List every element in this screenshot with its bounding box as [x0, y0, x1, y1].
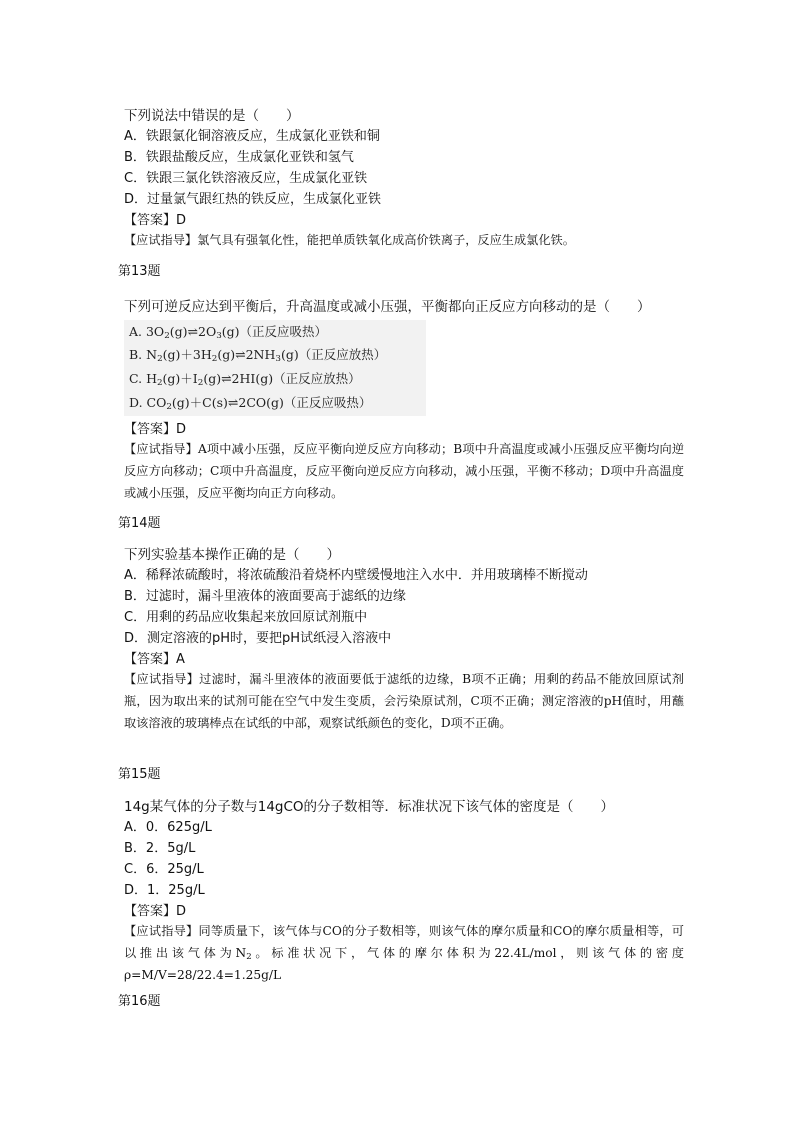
q15-option-c: C．6．25g/L: [124, 862, 204, 877]
q13-option-b: B. $N_2(g)+3H_2(g)\rightleftharpoons 2NH_3(g)$（正反应放热）: [129, 347, 387, 364]
q14-heading: 第14题: [118, 516, 161, 531]
q12-option-a: A．铁跟氯化铜溶液反应，生成氯化亚铁和铜: [124, 129, 380, 144]
q13-option-c: C. $H_2(g)+I_2(g)\rightleftharpoons 2HI(g)$（正反应放热）: [129, 371, 361, 388]
q15-guide-text-2: 。标准状况下，气体的摩尔体积为22.4L/mol，则该气体的密度ρ=M/V=28/22.4=1.25g/L: [124, 946, 684, 982]
q14-guide: [124, 668, 684, 734]
q15-heading: 第15题: [118, 767, 161, 782]
q12-answer: 【答案】D: [124, 213, 187, 228]
q14-option-c: C．用剩的药品应收集起来放回原试剂瓶中: [124, 610, 368, 625]
q15-guide-label: 【应试指导】: [124, 924, 199, 938]
q13-option-a: A. $3O_2(g)\rightleftharpoons 2O_3(g)$（正反应吸热）: [129, 324, 328, 341]
q15-option-d: D．1．25g/L: [124, 883, 205, 898]
q12-guide: [124, 229, 684, 251]
q13-guide-label: 【应试指导】: [124, 442, 198, 456]
q15-answer: 【答案】D: [124, 904, 187, 919]
q13-stem: 下列可逆反应达到平衡后，升高温度或减小压强，平衡都向正反应方向移动的是（ ）: [124, 299, 651, 315]
q12-option-d: D．过量氯气跟红热的铁反应，生成氯化亚铁: [124, 192, 382, 207]
q13-guide-text: A项中减小压强，反应平衡向逆反应方向移动；B项中升高温度或减小压强反应平衡均向逆反应方向移动；C项中升高温度，反应平衡向逆反应方向移动，减小压强，平衡不移动；D项中升高温度或减小压强，反应平衡均向正方向移动。: [124, 442, 685, 500]
q12-stem: 下列说法中错误的是（ ）: [124, 108, 300, 124]
q14-guide-label: 【应试指导】: [124, 672, 200, 686]
q13-guide: [124, 438, 684, 504]
q13-answer: 【答案】D: [124, 422, 187, 437]
q14-guide-text: 过滤时，漏斗里液体的液面要低于滤纸的边缘，B项不正确；用剩的药品不能放回原试剂瓶，因为取出来的试剂可能在空气中发生变质，会污染原试剂，C项不正确；测定溶液的pH值时，用蘸取该溶液的玻璃棒点在试纸的中部，观察试纸颜色的变化，D项不正确。: [124, 672, 684, 730]
q12-option-b: B．铁跟盐酸反应，生成氯化亚铁和氢气: [124, 150, 354, 165]
q12-guide-label: 【应试指导】: [124, 233, 198, 247]
q15-guide-sub: 2: [246, 952, 252, 962]
q13-options-image: [124, 320, 426, 416]
q13-heading: 第13题: [118, 264, 161, 279]
q14-stem: 下列实验基本操作正确的是（ ）: [124, 547, 340, 563]
q15-option-b: B．2．5g/L: [124, 841, 196, 856]
q14-option-b: B．过滤时，漏斗里液体的液面要高于滤纸的边缘: [124, 589, 406, 604]
q13-option-d: D. $CO_2(g)+C(s)\rightleftharpoons 2CO(g)$（正反应吸热）: [129, 395, 372, 412]
q14-option-a: A．稀释浓硫酸时，将浓硫酸沿着烧杯内壁缓慢地注入水中．并用玻璃棒不断搅动: [124, 568, 588, 583]
q12-option-c: C．铁跟三氯化铁溶液反应，生成氯化亚铁: [124, 171, 368, 186]
q15-guide: [124, 920, 684, 986]
q12-guide-text: 氯气具有强氧化性，能把单质铁氧化成高价铁离子，反应生成氯化铁。: [197, 233, 575, 247]
q16-heading: 第16题: [118, 994, 161, 1009]
q15-stem: 14g某气体的分子数与14gCO的分子数相等．标准状况下该气体的密度是（ ）: [124, 799, 615, 815]
q14-option-d: D．测定溶液的pH时，要把pH试纸浸入溶液中: [124, 631, 392, 646]
q14-answer: 【答案】A: [124, 652, 185, 667]
q15-option-a: A．0．625g/L: [124, 820, 212, 835]
q15-guide-text-1: 同等质量下，该气体与CO的分子数相等，则该气体的摩尔质量和CO的摩尔质量相等，可以推出该气体为N: [124, 924, 684, 960]
